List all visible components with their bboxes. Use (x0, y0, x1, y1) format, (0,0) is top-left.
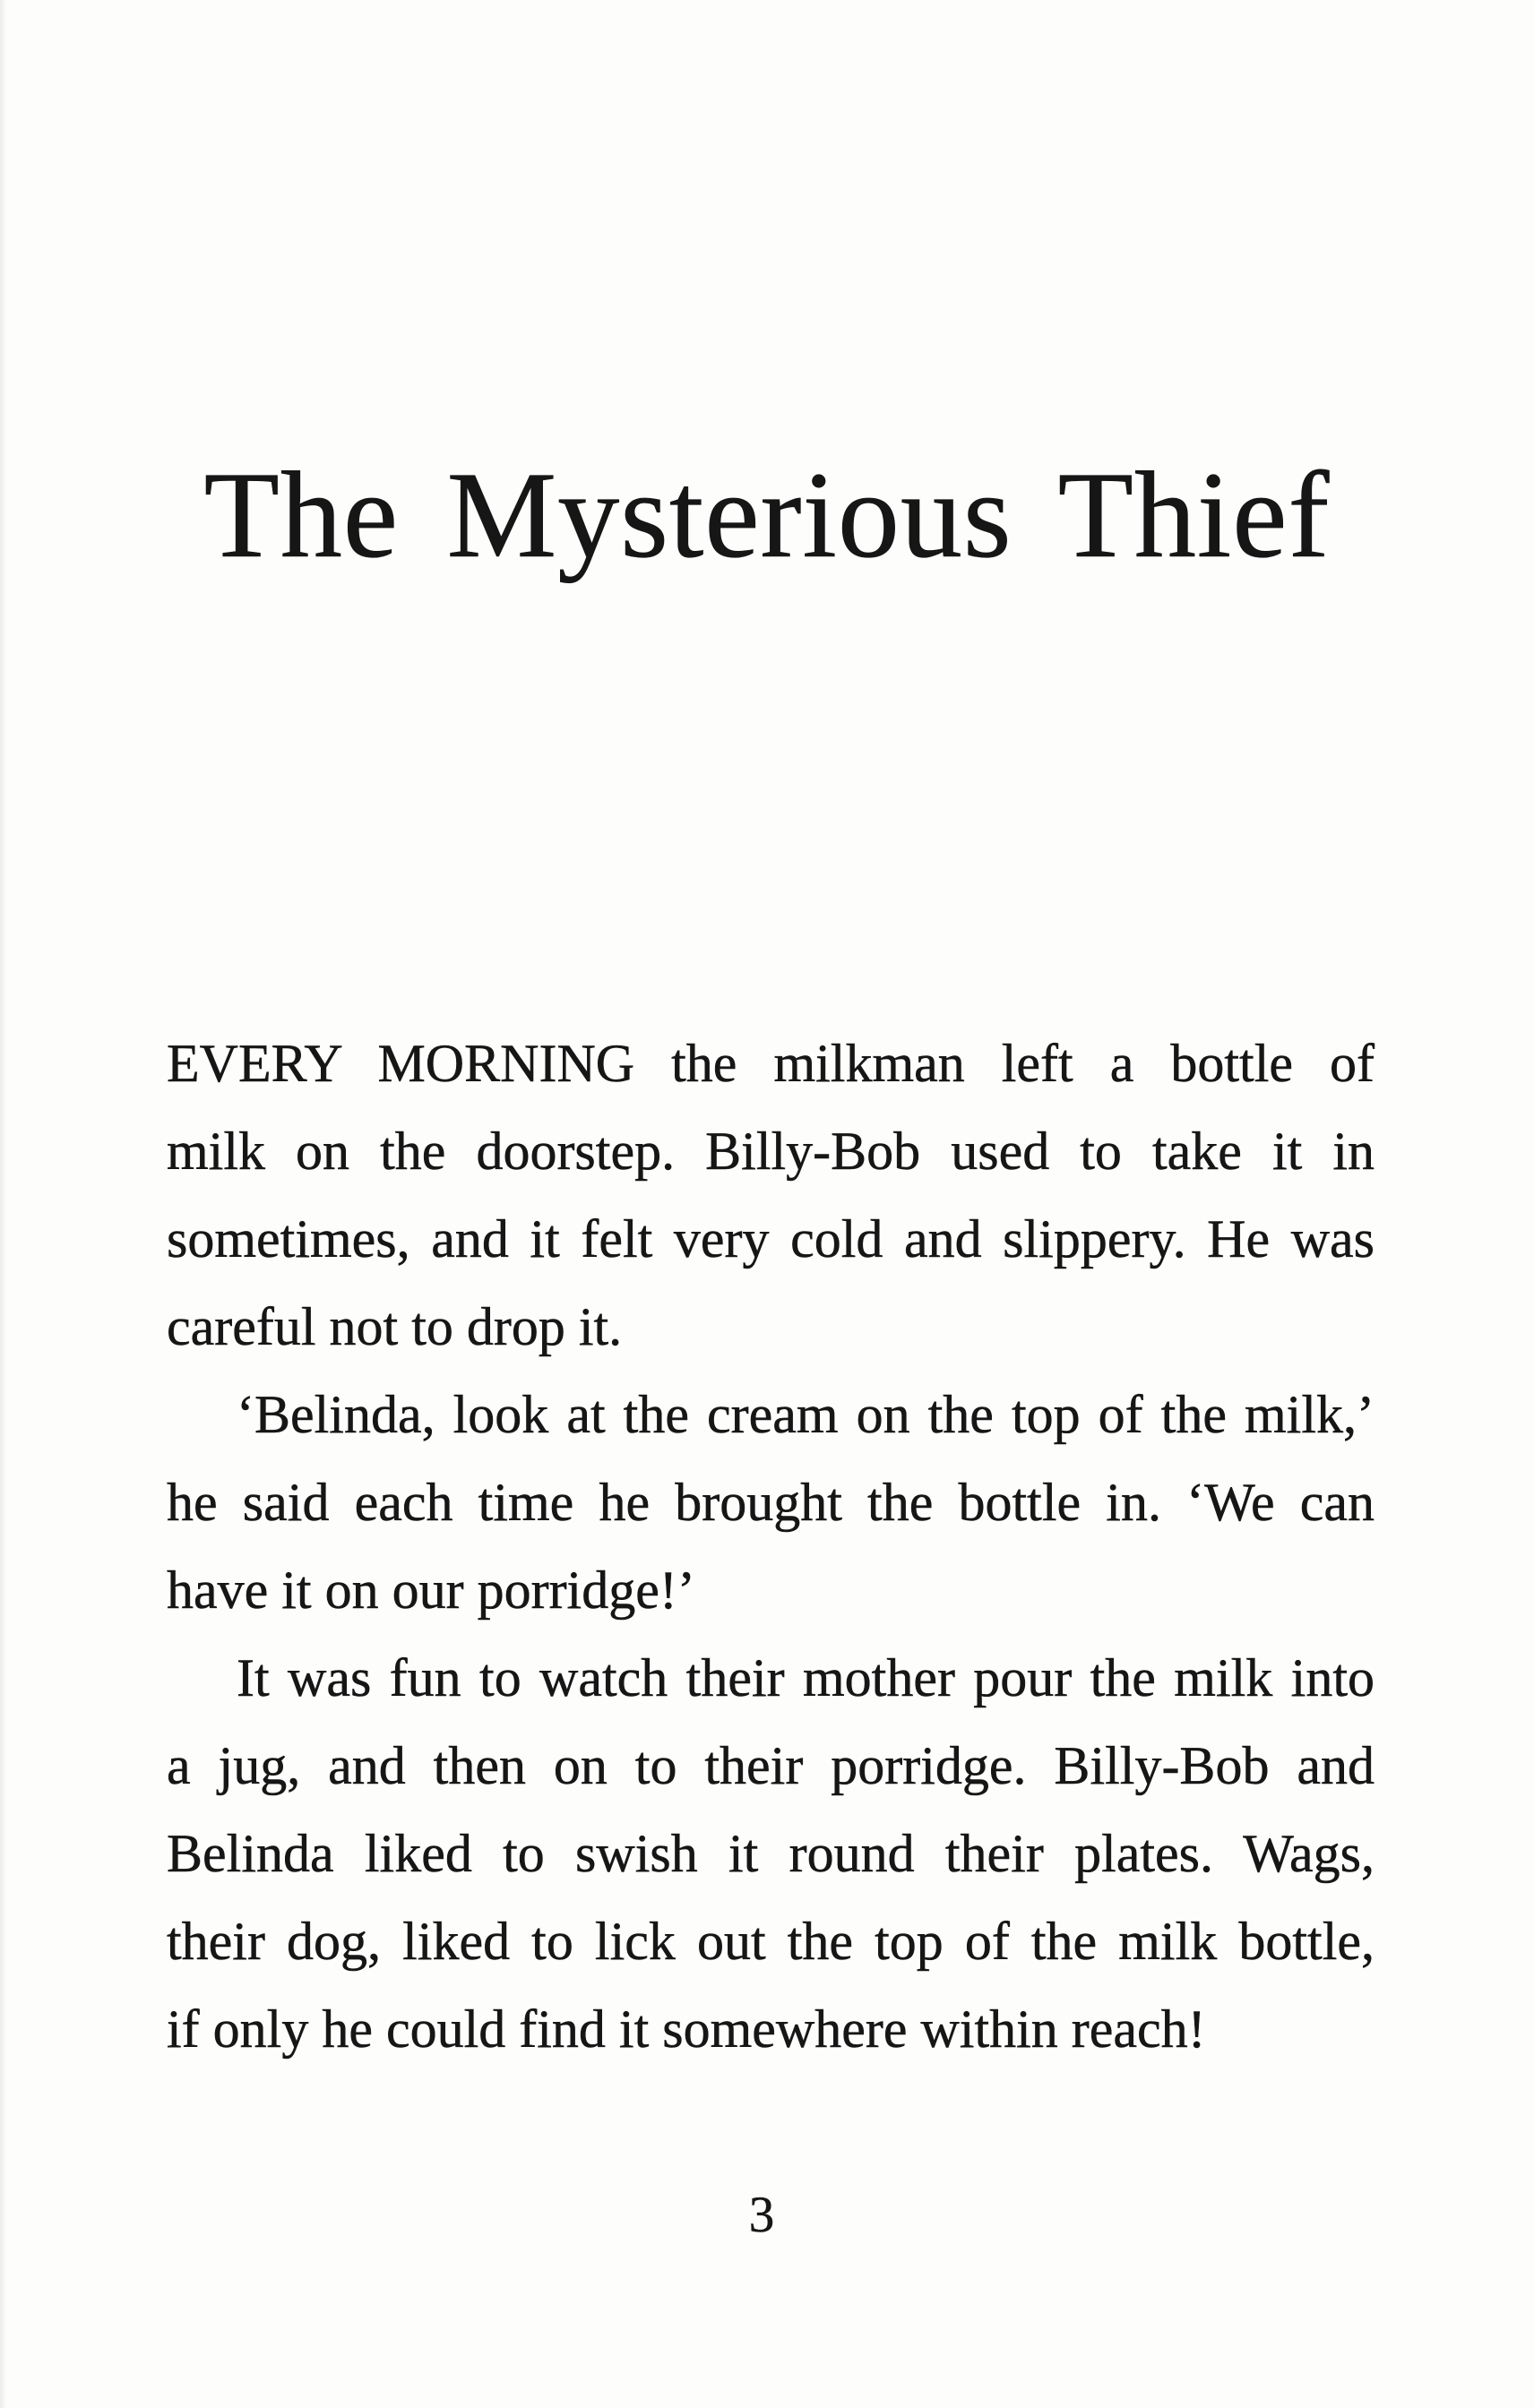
text-line: Belinda liked to swish it round their plates. Wags, (167, 1824, 1375, 1883)
text-line: their dog, liked to lick out the top of the milk bottle, (167, 1912, 1375, 1971)
text-line: careful not to drop it. (167, 1297, 623, 1356)
text-line: he said each time he brought the bottle in. ‘We can (167, 1473, 1375, 1532)
text-line: EVERY MORNING the milkman left a bottle of (167, 1034, 1375, 1093)
body-text (167, 1019, 1375, 2073)
text-line: have it on our porridge!’ (167, 1561, 695, 1620)
chapter-title: The Mysterious Thief (203, 446, 1331, 583)
text-line: It was fun to watch their mother pour the milk into (237, 1648, 1375, 1707)
page-number: 3 (748, 2187, 775, 2243)
text-line: sometimes, and it felt very cold and slippery. He was (167, 1209, 1375, 1268)
text-line: a jug, and then on to their porridge. Billy-Bob and (167, 1736, 1375, 1795)
scan-edge-shadow (0, 0, 6, 2408)
text-line: ‘Belinda, look at the cream on the top of the milk,’ (237, 1385, 1375, 1444)
text-line: if only he could find it somewhere within reach! (167, 2000, 1206, 2059)
text-line: milk on the doorstep. Billy-Bob used to take it in (167, 1122, 1375, 1181)
